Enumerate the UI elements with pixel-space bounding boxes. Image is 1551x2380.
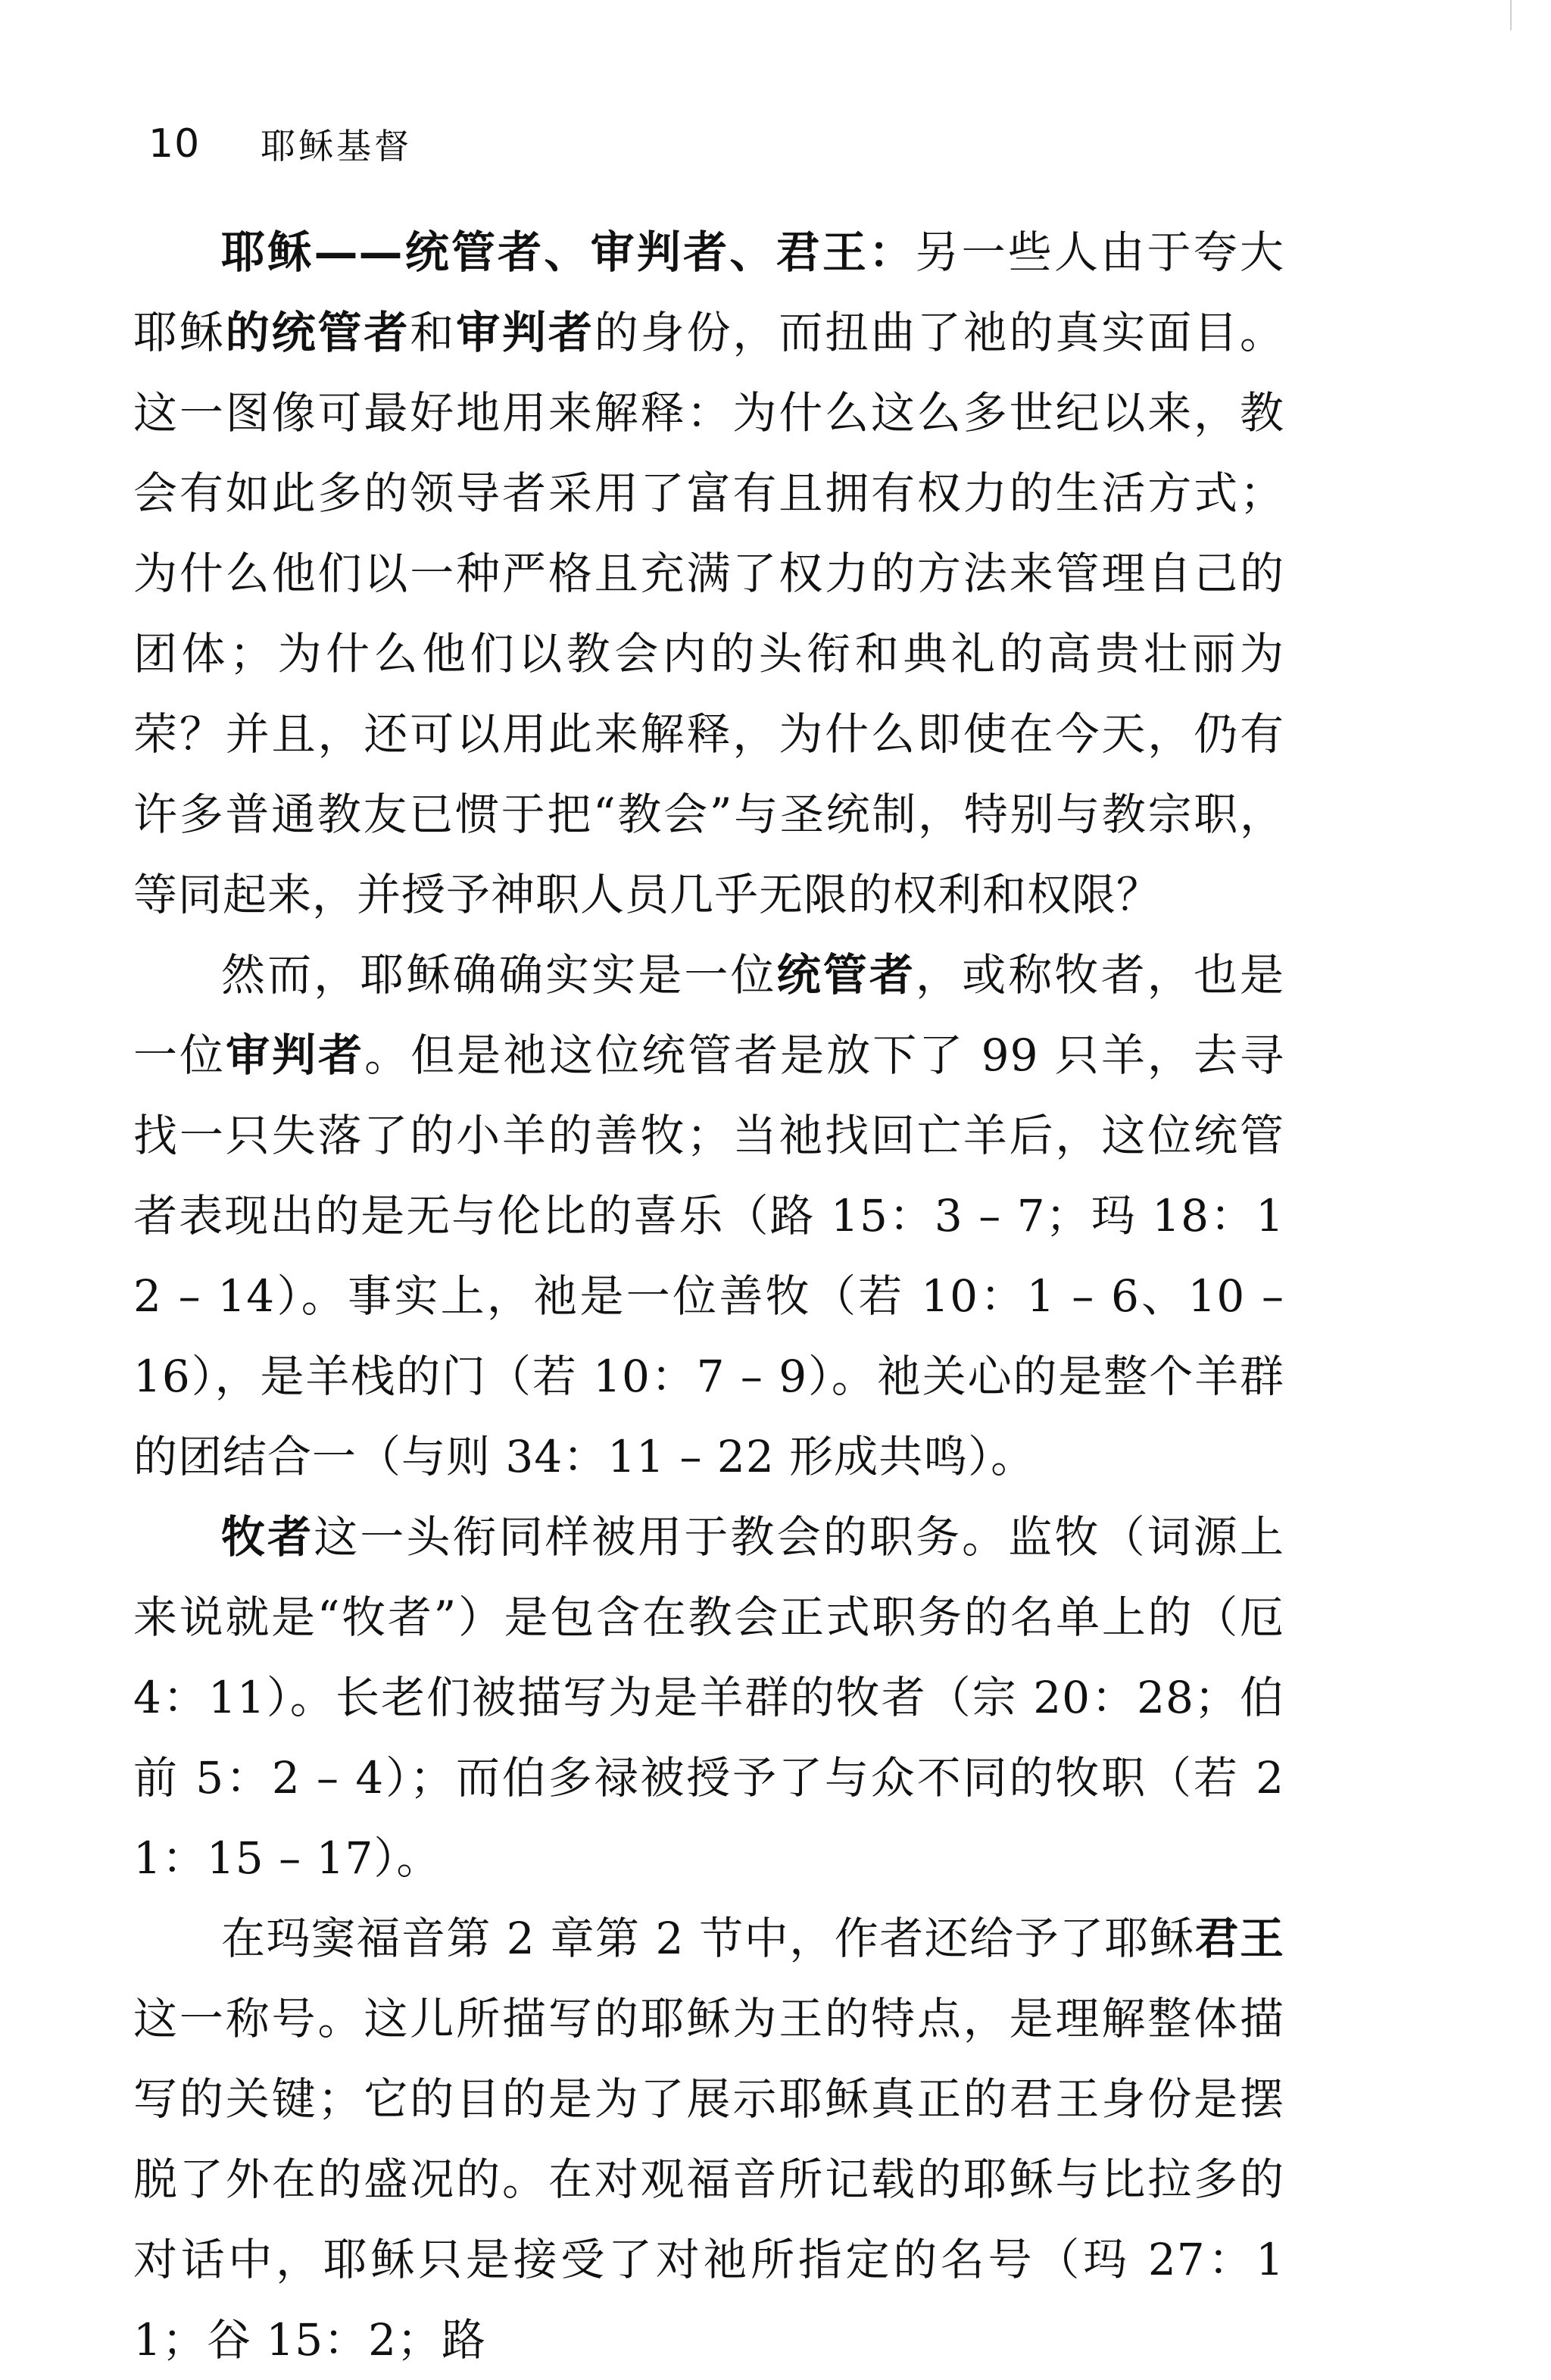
text-run: 这一称号。这儿所描写的耶稣为王的特点，是理解整体描写的关键；它的目的是为了展示耶稣真正的君王身份是摆脱了外在的盛况的。在对观福音所记载的耶稣与比拉多的对话中，耶稣只是接受了对祂所指定的名号（玛 27：11；谷 15：2；路 xyxy=(133,1993,1284,2366)
bold-term: 牧者 xyxy=(221,1511,314,1563)
bold-term: 审判者 xyxy=(456,307,594,358)
text-run: 然而，耶稣确确实实是一位 xyxy=(221,949,777,1001)
text-run: ，或称牧者，也是一位 xyxy=(133,949,1284,1081)
bold-term: 统管者 xyxy=(776,949,916,1001)
bold-term: 君王 xyxy=(1194,1913,1284,1964)
text-run: 和 xyxy=(410,307,457,358)
page-number: 10 xyxy=(148,121,201,167)
page-header xyxy=(148,114,412,174)
text-run: 这一头衔同样被用于教会的职务。监牧（词源上来说就是“牧者”）是包含在教会正式职务的名单上的（厄 4：11）。长老们被描写为是羊群的牧者（宗 20：28；伯前 5：2 – 4）；而伯多禄被授予了与众不同的牧职（若 21：15 – 17）。 xyxy=(133,1511,1284,1884)
running-title: 耶稣基督 xyxy=(261,126,413,167)
paragraph xyxy=(133,212,1284,935)
paragraph xyxy=(133,1898,1284,2380)
body-text xyxy=(133,212,1284,2380)
margin-mark xyxy=(1510,0,1512,30)
bold-term: 的统管者 xyxy=(225,307,410,358)
bold-term: 耶稣——统管者、审判者、君王： xyxy=(221,226,916,278)
paragraph xyxy=(133,1497,1284,1898)
text-run: 的身份，而扭曲了祂的真实面目。这一图像可最好地用来解释：为什么这么多世纪以来，教会有如此多的领导者采用了富有且拥有权力的生活方式；为什么他们以一种严格且充满了权力的方法来管理自己的团体；为什么他们以教会内的头衔和典礼的高贵壮丽为荣？并且，还可以用此来解释，为什么即使在今天，仍有许多普通教友已惯于把“教会”与圣统制，特别与教宗职，等同起来，并授予神职人员几乎无限的权利和权限？ xyxy=(133,307,1284,920)
bold-term: 审判者 xyxy=(226,1029,365,1081)
paragraph xyxy=(133,935,1284,1497)
text-run: 另一些人由于夸大耶稣 xyxy=(133,226,1284,358)
text-run: 。但是祂这位统管者是放下了 99 只羊，去寻找一只失落了的小羊的善牧；当祂找回亡羊后，这位统管者表现出的是无与伦比的喜乐（路 15：3 – 7；玛 18：12 – 14）。事实上，祂是一位善牧（若 10：1 – 6、10 – 16），是羊栈的门（若 10：7 – 9）。祂关心的是整个羊群的团结合一（与则 34：11 – 22 形成共鸣）。 xyxy=(133,1029,1284,1482)
text-run: 在玛窦福音第 2 章第 2 节中，作者还给予了耶稣 xyxy=(221,1913,1195,1964)
